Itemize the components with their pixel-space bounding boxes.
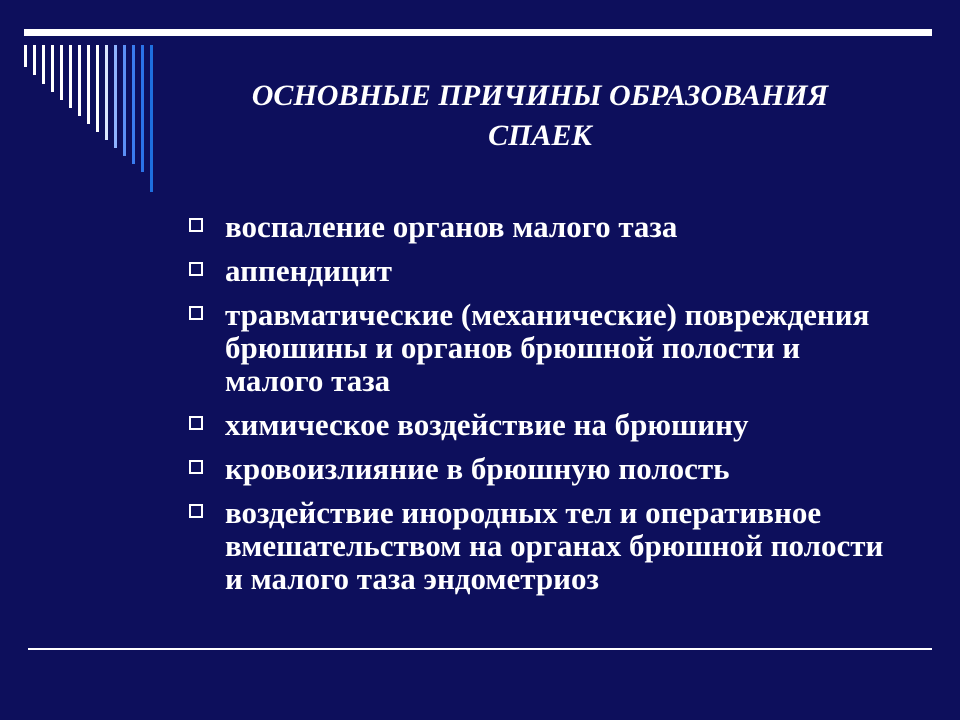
- stripe: [123, 45, 126, 156]
- stripe: [105, 45, 108, 140]
- bullet-item: [187, 254, 887, 287]
- bullet-item: [187, 210, 887, 243]
- title-line-2: СПАЕК: [488, 119, 592, 152]
- square-bullet-icon: [189, 416, 203, 430]
- slide-title: [190, 76, 890, 156]
- title-line-1: ОСНОВНЫЕ ПРИЧИНЫ ОБРАЗОВАНИЯ: [251, 79, 829, 112]
- decorative-stripes: [0, 0, 170, 200]
- bullet-text: аппендицит: [225, 253, 392, 288]
- stripe: [60, 45, 63, 100]
- bullet-item: [187, 298, 887, 397]
- bullet-text: кровоизлияние в брюшную полость: [225, 451, 730, 486]
- bottom-divider-line: [28, 648, 932, 650]
- stripe: [24, 45, 27, 67]
- square-bullet-icon: [189, 262, 203, 276]
- bullet-item: [187, 496, 887, 595]
- bullet-text: воспаление органов малого таза: [225, 209, 678, 244]
- stripe: [69, 45, 72, 108]
- square-bullet-icon: [189, 218, 203, 232]
- square-bullet-icon: [189, 460, 203, 474]
- bullet-text: воздействие инородных тел и оперативное вмешательством на органах брюшной полости и малого таза эндометриоз: [225, 495, 884, 596]
- stripe: [87, 45, 90, 124]
- stripe: [33, 45, 36, 75]
- stripe: [150, 45, 153, 192]
- square-bullet-icon: [189, 306, 203, 320]
- bullet-text: химическое воздействие на брюшину: [225, 407, 749, 442]
- stripe: [51, 45, 54, 92]
- bullet-list: [187, 210, 887, 606]
- bullet-item: [187, 452, 887, 485]
- stripe: [141, 45, 144, 172]
- bullet-text: травматические (механические) повреждения брюшины и органов брюшной полости и малого таза: [225, 297, 870, 398]
- stripe: [114, 45, 117, 148]
- stripe: [132, 45, 135, 164]
- bullet-item: [187, 408, 887, 441]
- square-bullet-icon: [189, 504, 203, 518]
- stripe: [42, 45, 45, 84]
- stripe: [78, 45, 81, 116]
- stripe: [96, 45, 99, 132]
